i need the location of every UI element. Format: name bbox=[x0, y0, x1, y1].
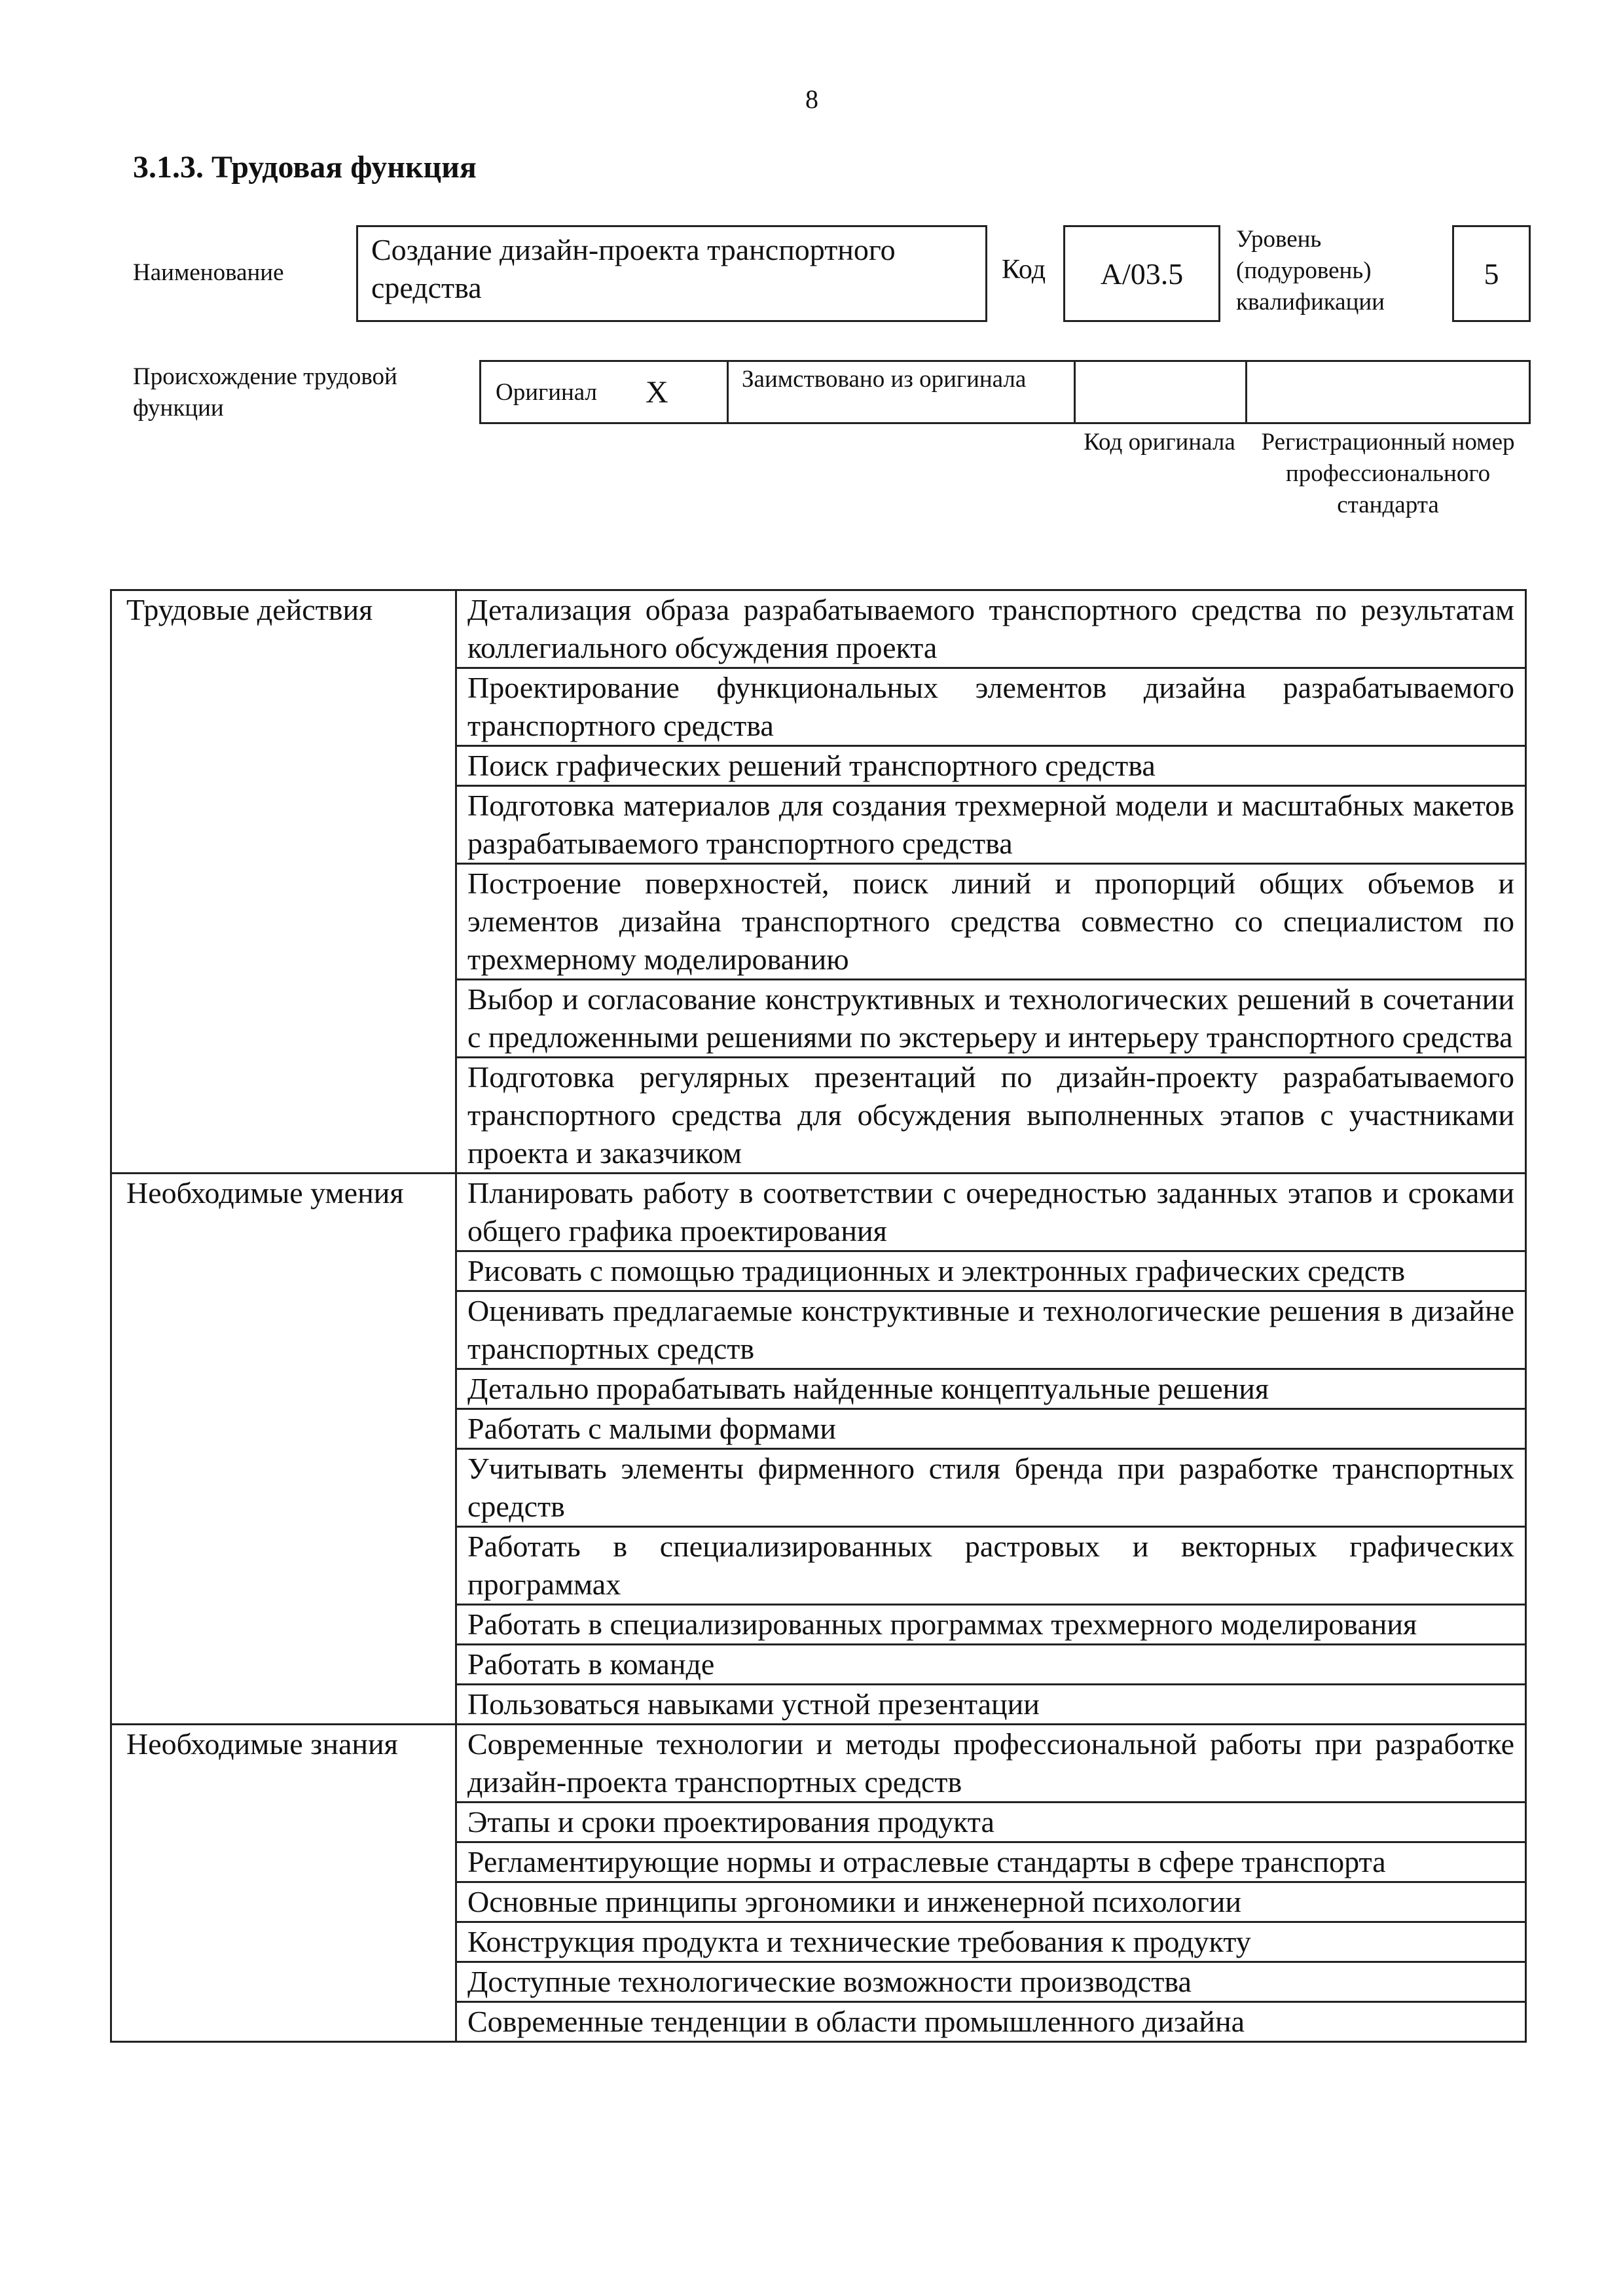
section-category: Необходимые знания bbox=[111, 1725, 456, 2042]
section-item: Доступные технологические возможности производства bbox=[456, 1962, 1526, 2002]
table-row bbox=[111, 1174, 1526, 1251]
name-label: Наименование bbox=[133, 259, 284, 286]
section-item: Этапы и сроки проектирования продукта bbox=[456, 1803, 1526, 1842]
section-item: Подготовка регулярных презентаций по дизайн-проекту разрабатываемого транспортного средства для обсуждения выполненных этапов с участниками проекта и заказчиком bbox=[456, 1058, 1526, 1174]
origin-table bbox=[479, 360, 1531, 424]
section-item: Построение поверхностей, поиск линий и пропорций общих объемов и элементов дизайна транспортного средства совместно со специалистом по трехмерному моделированию bbox=[456, 864, 1526, 980]
level-label-line: (подуровень) bbox=[1236, 257, 1372, 284]
level-label bbox=[1236, 224, 1385, 318]
section-category: Трудовые действия bbox=[111, 590, 456, 1174]
section-item: Работать с малыми формами bbox=[456, 1409, 1526, 1449]
section-item: Основные принципы эргономики и инженерной психологии bbox=[456, 1882, 1526, 1922]
table-row bbox=[111, 590, 1526, 668]
section-item: Работать в специализированных программах трехмерного моделирования bbox=[456, 1605, 1526, 1645]
section-item: Подготовка материалов для создания трехмерной модели и масштабных макетов разрабатываемого транспортного средства bbox=[456, 786, 1526, 864]
level-label-line: квалификации bbox=[1236, 289, 1385, 315]
section-title: 3.1.3. Трудовая функция bbox=[133, 150, 477, 185]
section-item: Современные тенденции в области промышленного дизайна bbox=[456, 2002, 1526, 2042]
level-box: 5 bbox=[1452, 225, 1531, 322]
origin-original-cell bbox=[481, 362, 729, 422]
section-item: Регламентирующие нормы и отраслевые стандарты в сфере транспорта bbox=[456, 1842, 1526, 1882]
section-item: Поиск графических решений транспортного средства bbox=[456, 746, 1526, 786]
section-item: Планировать работу в соответствии с очередностью заданных этапов и сроками общего графика проектирования bbox=[456, 1174, 1526, 1251]
section-category: Необходимые умения bbox=[111, 1174, 456, 1725]
table-row bbox=[111, 1725, 1526, 1803]
reg-number-caption: Регистрационный номер профессионального стандарта bbox=[1261, 429, 1515, 518]
section-item: Пользоваться навыками устной презентации bbox=[456, 1685, 1526, 1725]
section-item: Современные технологии и методы профессиональной работы при разработке дизайн-проекта транспортных средств bbox=[456, 1725, 1526, 1803]
section-item: Конструкция продукта и технические требования к продукту bbox=[456, 1922, 1526, 1962]
function-details-table bbox=[110, 589, 1527, 2043]
original-code-cell bbox=[1076, 362, 1247, 422]
original-code-caption: Код оригинала bbox=[1084, 429, 1235, 456]
section-item: Проектирование функциональных элементов дизайна разрабатываемого транспортного средства bbox=[456, 668, 1526, 746]
original-label: Оригинал bbox=[496, 378, 598, 406]
section-item: Выбор и согласование конструктивных и технологических решений в сочетании с предложенными решениями по экстерьеру и интерьеру транспортного средства bbox=[456, 980, 1526, 1058]
page-number: 8 bbox=[805, 84, 818, 114]
reg-number-cell bbox=[1247, 362, 1529, 422]
section-item: Детально прорабатывать найденные концептуальные решения bbox=[456, 1369, 1526, 1409]
original-x-mark: X bbox=[646, 374, 668, 410]
section-item: Работать в специализированных растровых и векторных графических программах bbox=[456, 1527, 1526, 1605]
origin-borrowed-cell: Заимствовано из оригинала bbox=[729, 362, 1076, 422]
level-label-line: Уровень bbox=[1236, 226, 1322, 253]
code-label: Код bbox=[1002, 255, 1046, 285]
section-item: Рисовать с помощью традиционных и электронных графических средств bbox=[456, 1251, 1526, 1291]
section-item: Работать в команде bbox=[456, 1645, 1526, 1685]
section-item: Оценивать предлагаемые конструктивные и технологические решения в дизайне транспортных средств bbox=[456, 1291, 1526, 1369]
section-item: Учитывать элементы фирменного стиля бренда при разработке транспортных средств bbox=[456, 1449, 1526, 1527]
section-item: Детализация образа разрабатываемого транспортного средства по результатам коллегиального обсуждения проекта bbox=[456, 590, 1526, 668]
origin-label: Происхождение трудовой функции bbox=[133, 363, 397, 422]
function-name-box: Создание дизайн-проекта транспортного средства bbox=[356, 225, 987, 322]
code-box: A/03.5 bbox=[1063, 225, 1220, 322]
